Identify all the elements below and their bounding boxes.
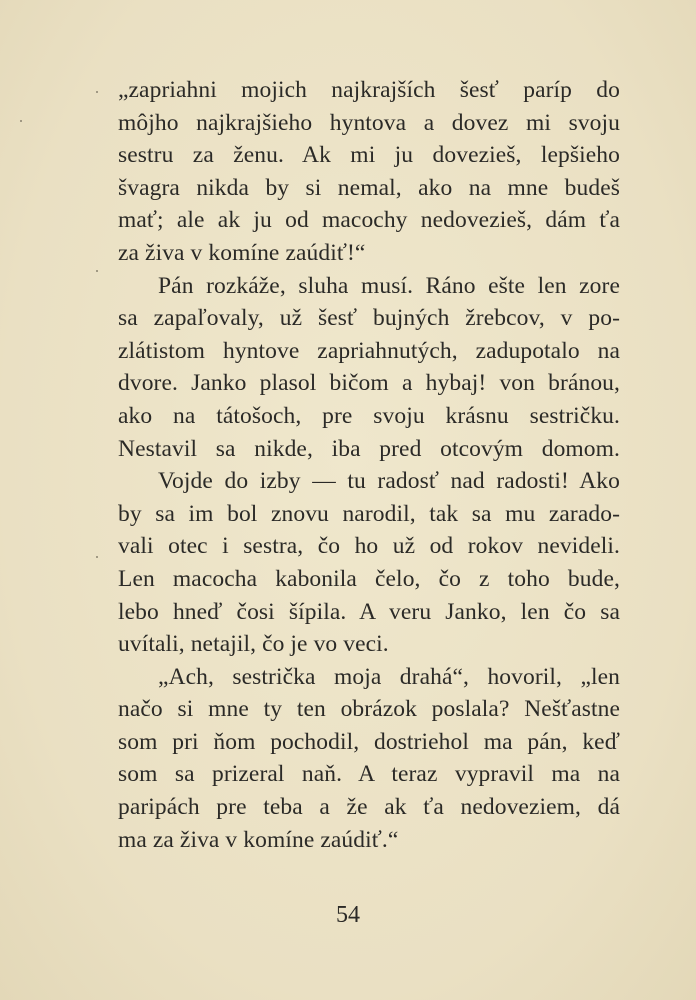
text-line: ako na tátošoch, pre svoju krásnu sestričku. — [118, 402, 620, 429]
text-line: sestru za ženu. Ak mi ju dovezieš, lepšieho — [118, 142, 620, 169]
text-line: Nestavil sa nikde, iba pred otcovým domom. — [118, 435, 620, 462]
text-line: Pán rozkáže, sluha musí. Ráno ešte len zore — [158, 272, 620, 299]
text-line: Len macocha kabonila čelo, čo z toho bude, — [118, 565, 620, 592]
text-line: za živa v komíne zaúdiť!“ — [118, 239, 366, 266]
text-line: zlátistom hyntove zapriahnutých, zadupotalo na — [118, 337, 620, 364]
page-number: 54 — [336, 902, 360, 928]
text-line: lebo hneď čosi šípila. A veru Janko, len čo sa — [118, 598, 620, 625]
paper-speck — [96, 556, 98, 558]
text-line: som pri ňom pochodil, dostriehol ma pán, keď — [118, 728, 620, 755]
text-line: mať; ale ak ju od macochy nedovezieš, dám ťa — [118, 207, 620, 234]
paper-speck — [20, 120, 22, 122]
text-line: „Ach, sestrička moja drahá“, hovoril, „len — [158, 663, 620, 690]
paper-speck — [96, 91, 98, 93]
body-text — [118, 74, 620, 856]
text-line: načo si mne ty ten obrázok poslala? Nešťastne — [118, 696, 620, 723]
text-line: „zapriahni mojich najkrajších šesť paríp do — [118, 77, 620, 103]
text-line: sa zapaľovaly, už šesť bujných žrebcov, v po- — [118, 305, 620, 332]
text-line: uvítali, netajil, čo je vo veci. — [118, 631, 389, 658]
text-line: ma za živa v komíne zaúdiť.“ — [118, 826, 399, 853]
text-line: dvore. Janko plasol bičom a hybaj! von bránou, — [118, 370, 620, 397]
text-line: by sa im bol znovu narodil, tak sa mu zarado- — [118, 500, 620, 527]
paper-speck — [96, 270, 98, 272]
text-line: vali otec i sestra, čo ho už od rokov nevideli. — [118, 533, 620, 560]
text-line: švagra nikda by si nemal, ako na mne budeš — [118, 174, 620, 201]
text-line: môjho najkrajšieho hyntova a dovez mi svoju — [118, 109, 620, 136]
text-line: paripách pre teba a že ak ťa nedoveziem, dá — [118, 794, 620, 821]
text-line: Vojde do izby — tu radosť nad radosti! Ako — [158, 468, 620, 495]
text-line: som sa prizeral naň. A teraz vypravil ma na — [118, 761, 620, 788]
